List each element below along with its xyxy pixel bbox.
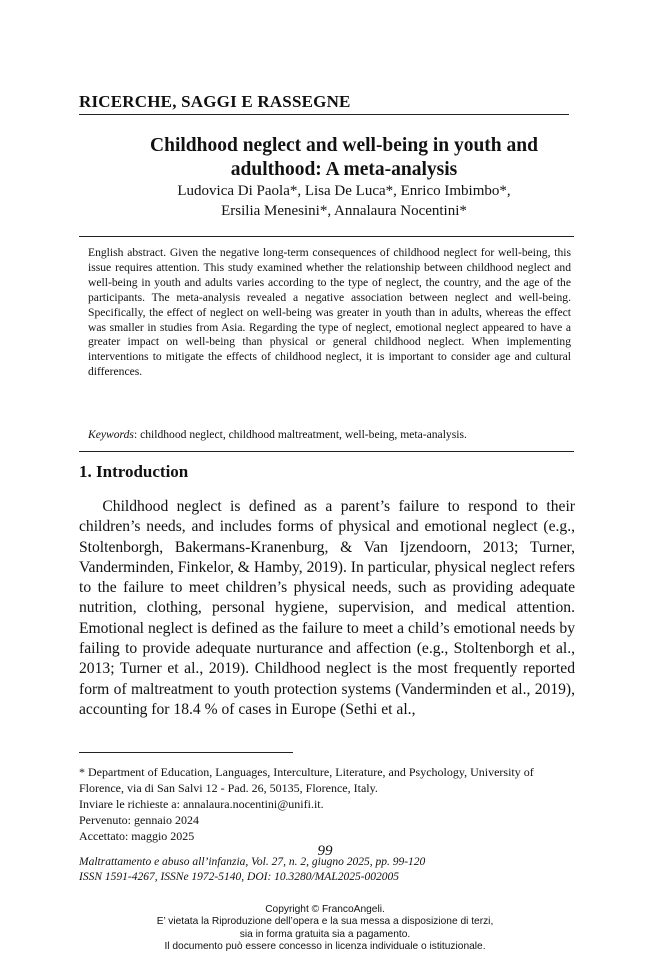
author-list	[79, 181, 609, 221]
page-number: 99	[317, 843, 333, 859]
journal-citation	[79, 855, 599, 885]
footnote-affiliation: * Department of Education, Languages, Interculture, Literature, and Psychology, University of Florence, via di San Salvi 12 - Pad. 26, 50135, Florence, Italy.	[79, 765, 534, 795]
keywords-list: : childhood neglect, childhood maltreatment, well-being, meta-analysis.	[133, 428, 467, 441]
title-line: adulthood: A meta-analysis	[230, 159, 458, 180]
title-line: Childhood neglect and well-being in youth and	[150, 135, 538, 156]
copyright-line: sia in forma gratuita sia a pagamento.	[239, 928, 411, 940]
intro-paragraph	[79, 497, 575, 720]
intro-text: Childhood neglect is defined as a parent’s failure to respond to their children’s needs, and includes forms of physical and emotional neglect (e.g., Stoltenborgh, Bakermans-Kranenburg, & Van Ijzendoorn, 2013; Turner, Vanderminden, Finkelor, & Hamby, 2019). In particular, physical neglect refers to the failure to meet children’s physical needs, such as providing adequate nutrition, clothing, personal hygiene, supervision, and medical attention. Emotional neglect is defined as the failure to meet a child’s emotional needs by failing to provide adequate nurturance and affection (e.g., Stoltenborgh et al., 2013; Turner et al., 2019). Childhood neglect is the most frequently reported form of maltreatment to youth protection systems (Vanderminden et al., 2019), accounting for 18.4 % of cases in Europe (Sethi et al.,	[79, 498, 575, 718]
footnote-received: Pervenuto: gennaio 2024	[79, 813, 199, 827]
copyright-line: E’ vietata la Riproduzione dell’opera e la sua messa a disposizione di terzi,	[156, 916, 494, 928]
footnote-contact: Inviare le richieste a: annalaura.nocentini@unifi.it.	[79, 797, 324, 811]
copyright-notice	[0, 904, 650, 954]
copyright-line: Il documento può essere concesso in licenza individuale o istituzionale.	[164, 941, 486, 953]
authors-line: Ersilia Menesini*, Annalaura Nocentini*	[221, 203, 467, 219]
section-heading: RICERCHE, SAGGI E RASSEGNE	[79, 92, 569, 115]
copyright-line: Copyright © FrancoAngeli.	[265, 904, 385, 915]
paper-title	[79, 134, 609, 182]
abstract-text: English abstract. Given the negative long-term consequences of childhood neglect for well-being, this issue requires attention. This study examined whether the relationship between childhood neglect and well-being in youth and adults varies according to the type of neglect, the country, and the age of the participants. The meta-analysis revealed a negative association between neglect and well-being. Specifically, the effect of neglect on well-being was greater in youth than in adults, whereas the effect was smaller in studies from Asia. Regarding the type of neglect, emotional neglect appeared to have a greater impact on well-being than physical or general childhood neglect. When implementing interventions to mitigate the effects of childhood neglect, it is important to consider age and cultural differences.	[88, 246, 571, 379]
footnote-divider	[79, 752, 293, 753]
authors-line: Ludovica Di Paola*, Lisa De Luca*, Enrico Imbimbo*,	[177, 183, 511, 199]
footnote-accepted: Accettato: maggio 2025	[79, 829, 195, 843]
keywords-label: Keywords	[88, 428, 134, 441]
journal-line: Maltrattamento e abuso all’infanzia, Vol. 27, n. 2, giugno 2025, pp. 99-120	[79, 856, 426, 868]
intro-heading: 1. Introduction	[79, 462, 189, 481]
journal-line: ISSN 1591-4267, ISSNe 1972-5140, DOI: 10.3280/MAL2025-002005	[79, 871, 400, 883]
keywords	[88, 427, 571, 442]
footnote	[79, 764, 579, 844]
